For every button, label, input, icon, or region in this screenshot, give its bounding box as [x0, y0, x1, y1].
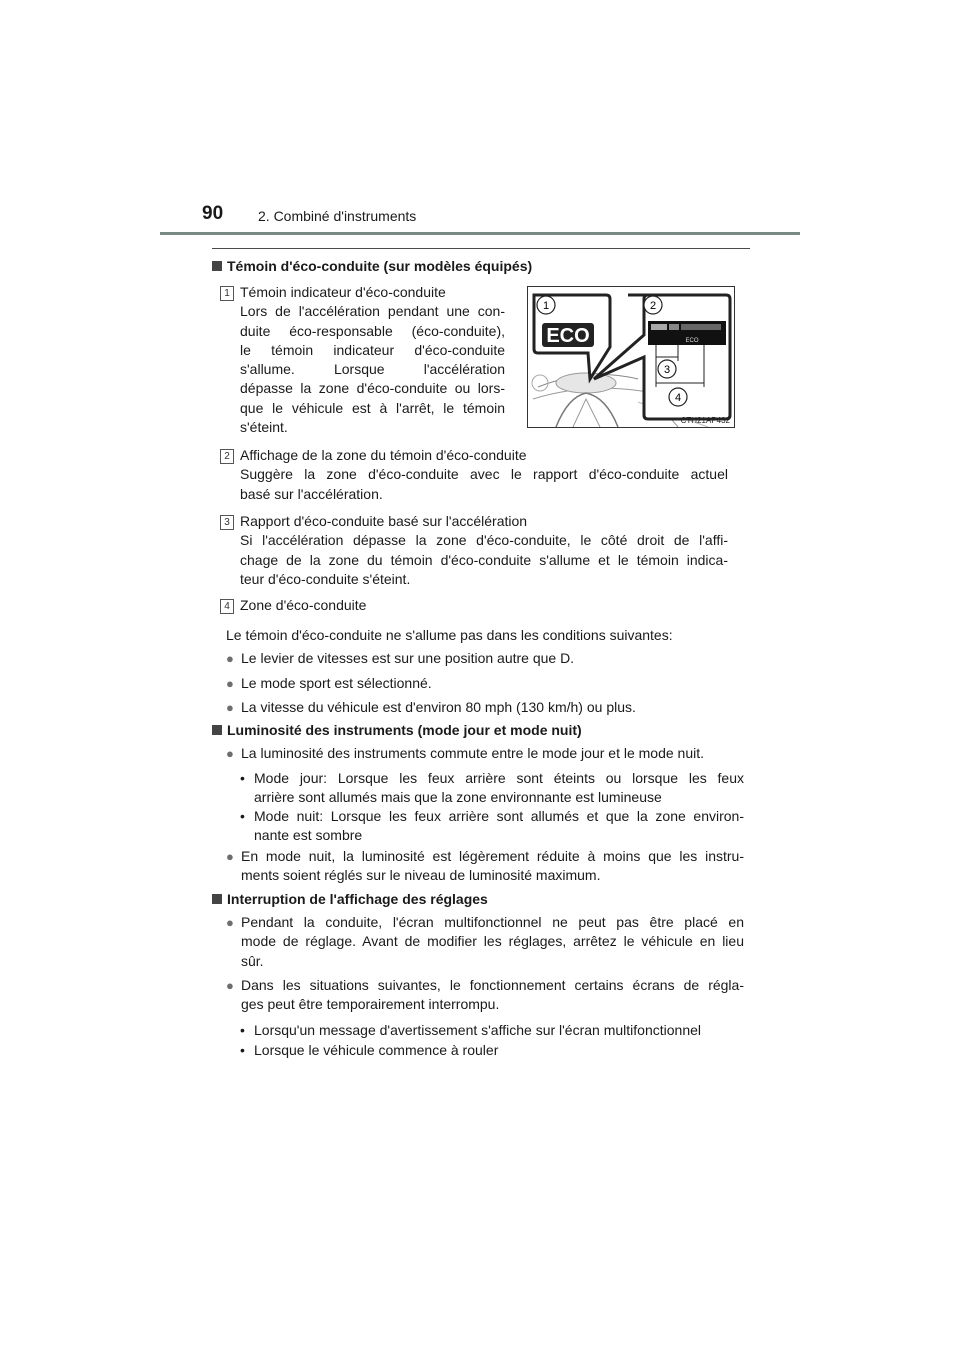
- square-bullet-icon: [212, 261, 222, 271]
- brightness-sub-1: Mode jour: Lorsque les feux arrière sont éteints ou lorsque les feux arrière sont allumés mais que la zone environnante est lumineuse: [254, 770, 744, 806]
- condition-item: Le mode sport est sélectionné.: [241, 675, 432, 691]
- condition-item: La vitesse du véhicule est d'environ 80 mph (130 km/h) ou plus.: [241, 699, 636, 715]
- interrupt-heading: Interruption de l'affichage des réglages: [212, 891, 488, 907]
- round-bullet-icon: ●: [226, 700, 234, 715]
- page-number: 90: [202, 203, 224, 224]
- item-2-title: Affichage de la zone du témoin d'éco-conduite: [240, 447, 527, 463]
- round-bullet-icon: ●: [226, 915, 234, 930]
- sub-bullet-mark: •: [240, 770, 245, 786]
- callout-1-label: 1: [542, 300, 550, 312]
- item-1-title: Témoin indicateur d'éco-conduite: [240, 284, 446, 300]
- callout-4-label: 4: [674, 392, 682, 404]
- item-1-line: le témoin indicateur d'éco-conduite: [240, 341, 505, 358]
- square-bullet-icon: [212, 725, 222, 735]
- eco-heading: Témoin d'éco-conduite (sur modèles équipés): [212, 258, 532, 274]
- brightness-bullet-1: La luminosité des instruments commute entre le mode jour et le mode nuit.: [241, 745, 705, 761]
- interrupt-bullet-1: Pendant la conduite, l'écran multifonctionnel ne peut pas être placé en mode de réglage. Avant de modifier les réglages, arrêtez le véhicule en lieu sûr.: [241, 914, 744, 969]
- callout-2-label: 2: [649, 300, 657, 312]
- item-3-block: [240, 512, 728, 589]
- header-rule: [160, 232, 800, 235]
- item-1-line: dépasse la zone d'éco-conduite ou lors-: [240, 380, 505, 397]
- item-2-block: [240, 446, 728, 504]
- item-2-line: basé sur l'accélération.: [240, 485, 383, 502]
- sub-bullet-mark: •: [240, 1042, 245, 1058]
- brightness-heading: Luminosité des instruments (mode jour et mode nuit): [212, 722, 582, 738]
- interrupt-bullet-2: Dans les situations suivantes, le fonctionnement certains écrans de régla- ges peut être temporairement interrompu.: [241, 977, 744, 1013]
- item-1-line: s'éteint.: [240, 419, 288, 436]
- round-bullet-icon: ●: [226, 849, 234, 864]
- sub-bullet-mark: •: [240, 1022, 245, 1038]
- section-rule: [212, 248, 750, 249]
- item-2-line: Suggère la zone d'éco-conduite avec le rapport d'éco-conduite actuel: [240, 466, 728, 483]
- item-3-title: Rapport d'éco-conduite basé sur l'accélération: [240, 513, 528, 529]
- round-bullet-icon: ●: [226, 746, 234, 761]
- brightness-bullet-2: En mode nuit, la luminosité est légèrement réduite à moins que les instru- ments soient réglés sur le niveau de luminosité maximum.: [241, 848, 744, 884]
- display-eco-label: ECO: [685, 338, 699, 344]
- eco-indicator-figure: [527, 286, 735, 428]
- item-1-line: Lors de l'accélération pendant une con-: [240, 303, 505, 320]
- callout-3-label: 3: [663, 364, 671, 376]
- round-bullet-icon: ●: [226, 651, 234, 666]
- item-3-line: teur d'éco-conduite s'éteint.: [240, 570, 411, 587]
- item-number-4: 4: [220, 599, 234, 614]
- item-number-1: 1: [220, 286, 234, 301]
- item-1-line: duite éco-responsable (éco-conduite),: [240, 322, 505, 339]
- item-number-2: 2: [220, 449, 234, 464]
- item-3-line: Si l'accélération dépasse la zone d'éco-conduite, le côté droit de l'affi-: [240, 532, 728, 549]
- dashboard-illustration: [528, 287, 734, 427]
- item-4-title: Zone d'éco-conduite: [240, 597, 367, 613]
- round-bullet-icon: ●: [226, 978, 234, 993]
- item-1-line: que le véhicule est à l'arrêt, le témoin: [240, 399, 505, 416]
- condition-item: Le levier de vitesses est sur une position autre que D.: [241, 650, 575, 666]
- round-bullet-icon: ●: [226, 676, 234, 691]
- interrupt-sub-2: Lorsque le véhicule commence à rouler: [254, 1042, 499, 1058]
- item-3-line: chage de la zone du témoin d'éco-conduite s'allume et le témoin indica-: [240, 551, 728, 568]
- square-bullet-icon: [212, 894, 222, 904]
- chapter-title: 2. Combiné d'instruments: [258, 208, 417, 224]
- item-number-3: 3: [220, 515, 234, 530]
- brightness-sub-2: Mode nuit: Lorsque les feux arrière sont allumés et que la zone environ- nante est sombre: [254, 808, 744, 844]
- figure-code: CTH21AP432: [680, 416, 730, 425]
- item-1-block: [240, 283, 505, 437]
- item-1-line: s'allume. Lorsque l'accélération: [240, 361, 505, 378]
- interrupt-sub-1: Lorsqu'un message d'avertissement s'affiche sur l'écran multifonctionnel: [254, 1022, 701, 1038]
- sub-bullet-mark: •: [240, 808, 245, 824]
- eco-note: Le témoin d'éco-conduite ne s'allume pas dans les conditions suivantes:: [226, 627, 673, 643]
- eco-badge-label: ECO: [546, 325, 590, 347]
